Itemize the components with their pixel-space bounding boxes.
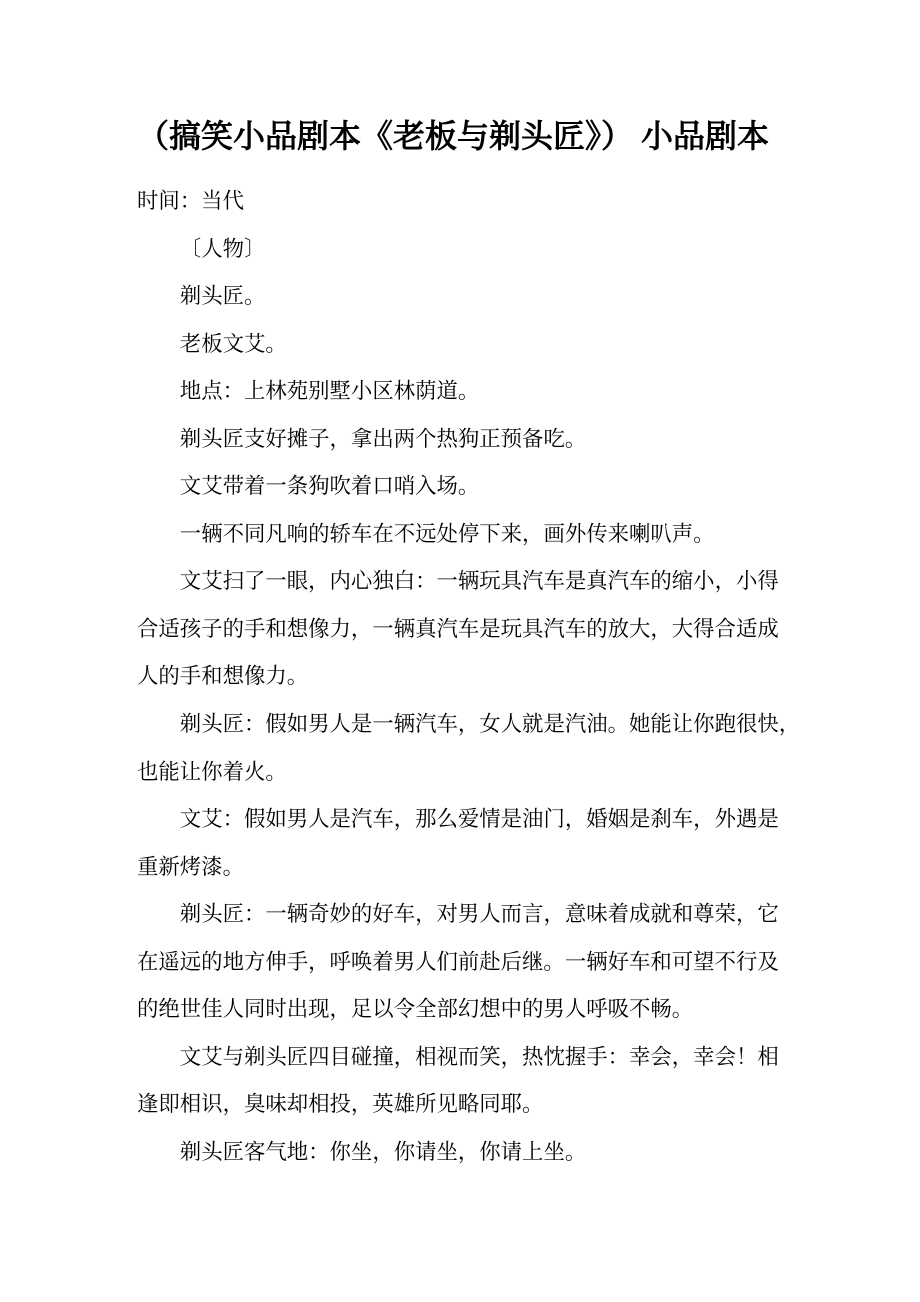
page-title: （搞笑小品剧本《老板与剃头匠》） 小品剧本 [137, 118, 770, 154]
text-line: 剃头匠：一辆奇妙的好车，对男人而言，意味着成就和尊荣，它 [179, 902, 779, 927]
paragraph [137, 796, 797, 891]
text-line: 剃头匠。 [179, 284, 266, 309]
paragraph [137, 701, 801, 796]
paragraph [137, 226, 797, 274]
paragraph [137, 273, 797, 321]
document-body [137, 178, 801, 1176]
text-line: 也能让你着火。 [137, 759, 287, 784]
paragraph [137, 1129, 797, 1177]
paragraph [137, 1034, 797, 1129]
text-line: 剃头匠：假如男人是一辆汽车，女人就是汽油。她能让你跑很快， [179, 712, 801, 737]
text-line: 一辆不同凡响的轿车在不远处停下来，画外传来喇叭声。 [179, 521, 715, 546]
paragraph [137, 368, 797, 416]
text-line: 逢即相识，臭味却相投，英雄所见略同耶。 [137, 1092, 544, 1117]
paragraph [137, 416, 797, 464]
text-line: 剃头匠支好摊子，拿出两个热狗正预备吃。 [179, 426, 587, 451]
text-line: 文艾扫了一眼，内心独白：一辆玩具汽车是真汽车的缩小，小得 [179, 569, 779, 594]
paragraph [137, 511, 797, 559]
paragraph [137, 558, 797, 701]
paragraph [137, 178, 797, 226]
text-line: 在遥远的地方伸手，呼唤着男人们前赴后继。一辆好车和可望不行及 [137, 949, 779, 974]
text-line: 文艾带着一条狗吹着口哨入场。 [179, 474, 480, 499]
paragraph [137, 463, 797, 511]
text-line: 剃头匠客气地：你坐，你请坐，你请上坐。 [179, 1139, 587, 1164]
text-line: 人的手和想像力。 [137, 664, 309, 689]
text-line: 时间：当代 [137, 189, 244, 213]
text-line: 文艾：假如男人是汽车，那么爱情是油门，婚姻是刹车，外遇是 [179, 807, 779, 832]
text-line: 老板文艾。 [179, 331, 287, 356]
text-line: 〔人物〕 [179, 236, 266, 261]
text-line: 的绝世佳人同时出现，足以令全部幻想中的男人呼吸不畅。 [137, 997, 694, 1022]
text-line: 文艾与剃头匠四目碰撞，相视而笑，热忱握手：幸会，幸会！相 [179, 1044, 779, 1069]
text-line: 合适孩子的手和想像力，一辆真汽车是玩具汽车的放大，大得合适成 [137, 616, 779, 641]
paragraph [137, 891, 797, 1034]
paragraph [137, 321, 797, 369]
text-line: 重新烤漆。 [137, 854, 244, 879]
text-line: 地点：上林苑别墅小区林荫道。 [179, 379, 480, 404]
